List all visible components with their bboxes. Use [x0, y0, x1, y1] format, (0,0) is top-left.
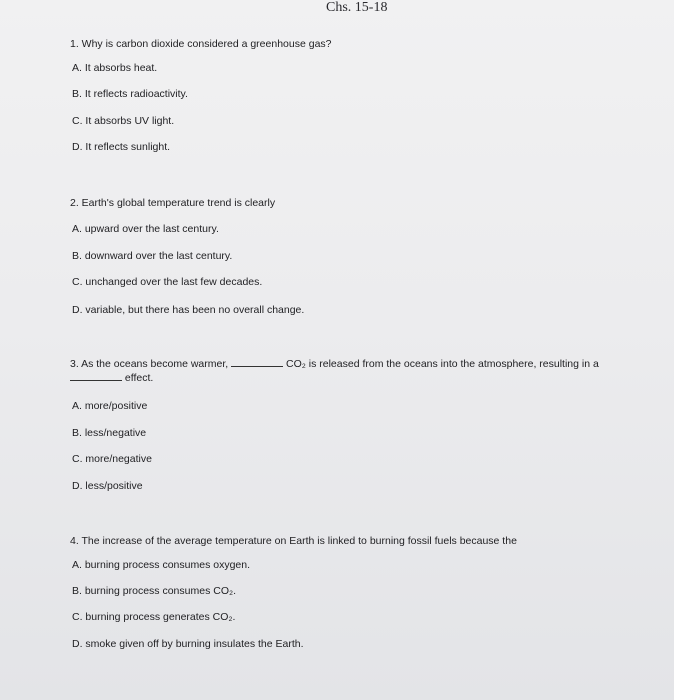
question-1-text: 1. Why is carbon dioxide considered a greenhouse gas? [70, 38, 332, 50]
question-3-part-3: effect. [124, 372, 154, 384]
worksheet-header: Chs. 15-18 [326, 0, 388, 15]
question-3-option-c: C. more/negative [72, 453, 152, 465]
question-3-option-d: D. less/positive [72, 480, 143, 492]
question-2-option-d: D. variable, but there has been no overall change. [72, 304, 305, 316]
question-4-text: 4. The increase of the average temperature on Earth is linked to burning fossil fuels because the [70, 535, 517, 547]
question-3-part-2: CO₂ is released from the oceans into the atmosphere, resulting in a [286, 358, 599, 370]
question-4-option-d: D. smoke given off by burning insulates the Earth. [72, 638, 304, 650]
question-3-option-a: A. more/positive [72, 400, 148, 412]
question-3-part-1: 3. As the oceans become warmer, [70, 358, 229, 370]
answer-blank-2 [70, 380, 122, 381]
question-1-option-c: C. It absorbs UV light. [72, 115, 175, 127]
question-1-option-d: D. It reflects sunlight. [72, 141, 171, 153]
question-4-option-b: B. burning process consumes CO₂. [72, 585, 236, 597]
question-4-option-a: A. burning process consumes oxygen. [72, 559, 251, 571]
question-2-option-c: C. unchanged over the last few decades. [72, 276, 263, 288]
question-3-line-1 [70, 358, 599, 370]
question-3-option-b: B. less/negative [72, 427, 147, 439]
question-2-text: 2. Earth's global temperature trend is clearly [70, 197, 276, 209]
question-2-option-b: B. downward over the last century. [72, 250, 233, 262]
question-2-option-a: A. upward over the last century. [72, 223, 219, 235]
question-1-option-b: B. It reflects radioactivity. [72, 88, 188, 100]
answer-blank-1 [231, 366, 283, 367]
question-1-option-a: A. It absorbs heat. [72, 62, 158, 74]
question-3-line-2 [70, 372, 153, 384]
question-4-option-c: C. burning process generates CO₂. [72, 611, 236, 623]
